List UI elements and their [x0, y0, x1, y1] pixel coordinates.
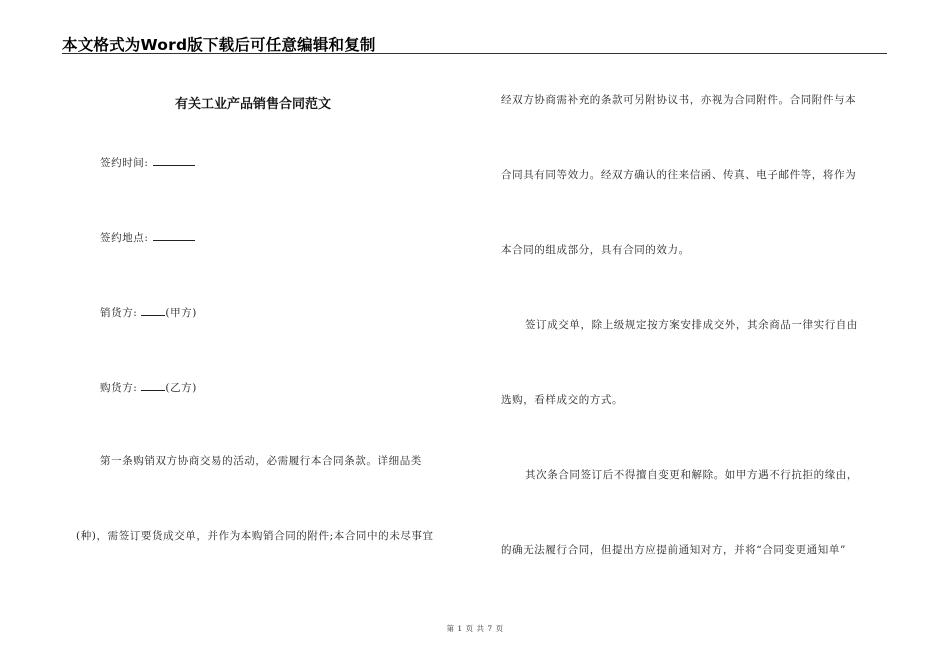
- field-seller: [100, 304, 197, 320]
- paragraph-line: 经双方协商需补充的条款可另附协议书，亦视为合同附件。合同附件与本: [501, 94, 857, 106]
- paragraph-line: (种)，需签订要货成交单，并作为本购销合同的附件;本合同中的未尽事宜: [76, 530, 434, 542]
- field-label: 签约时间:: [100, 157, 149, 169]
- header-divider: [62, 53, 887, 54]
- field-label: 购货方:: [100, 382, 138, 394]
- paragraph-line: 第一条购销双方协商交易的活动，必需履行本合同条款。详细品类: [100, 455, 422, 467]
- field-sign-place: [100, 229, 195, 245]
- field-buyer: [100, 379, 197, 395]
- blank-line: [141, 304, 165, 316]
- paragraph-line: 其次条合同签订后不得擅自变更和解除。如甲方遇不行抗拒的缘由，: [525, 469, 858, 481]
- field-sign-time: [100, 154, 195, 170]
- paragraph-line: 选购，看样成交的方式。: [501, 394, 624, 406]
- header-text: 本文格式为Word版下载后可任意编辑和复制: [62, 36, 376, 54]
- blank-line: [141, 379, 165, 391]
- field-suffix: (甲方): [165, 307, 197, 319]
- document-title: 有关工业产品销售合同范文: [175, 97, 332, 112]
- page-number: 第 1 页 共 7 页: [446, 624, 504, 633]
- field-label: 销货方:: [100, 307, 138, 319]
- field-suffix: (乙方): [165, 382, 197, 394]
- paragraph-line: 本合同的组成部分，具有合同的效力。: [501, 244, 690, 256]
- blank-line: [153, 154, 195, 166]
- blank-line: [153, 229, 195, 241]
- paragraph-line: 的确无法履行合同，但提出方应提前通知对方，并将“合同变更通知单”: [501, 544, 846, 556]
- paragraph-line: 合同具有同等效力。经双方确认的往来信函、传真、电子邮件等，将作为: [501, 169, 857, 181]
- paragraph-line: 签订成交单，除上级规定按方案安排成交外，其余商品一律实行自由: [525, 319, 858, 331]
- field-label: 签约地点:: [100, 232, 149, 244]
